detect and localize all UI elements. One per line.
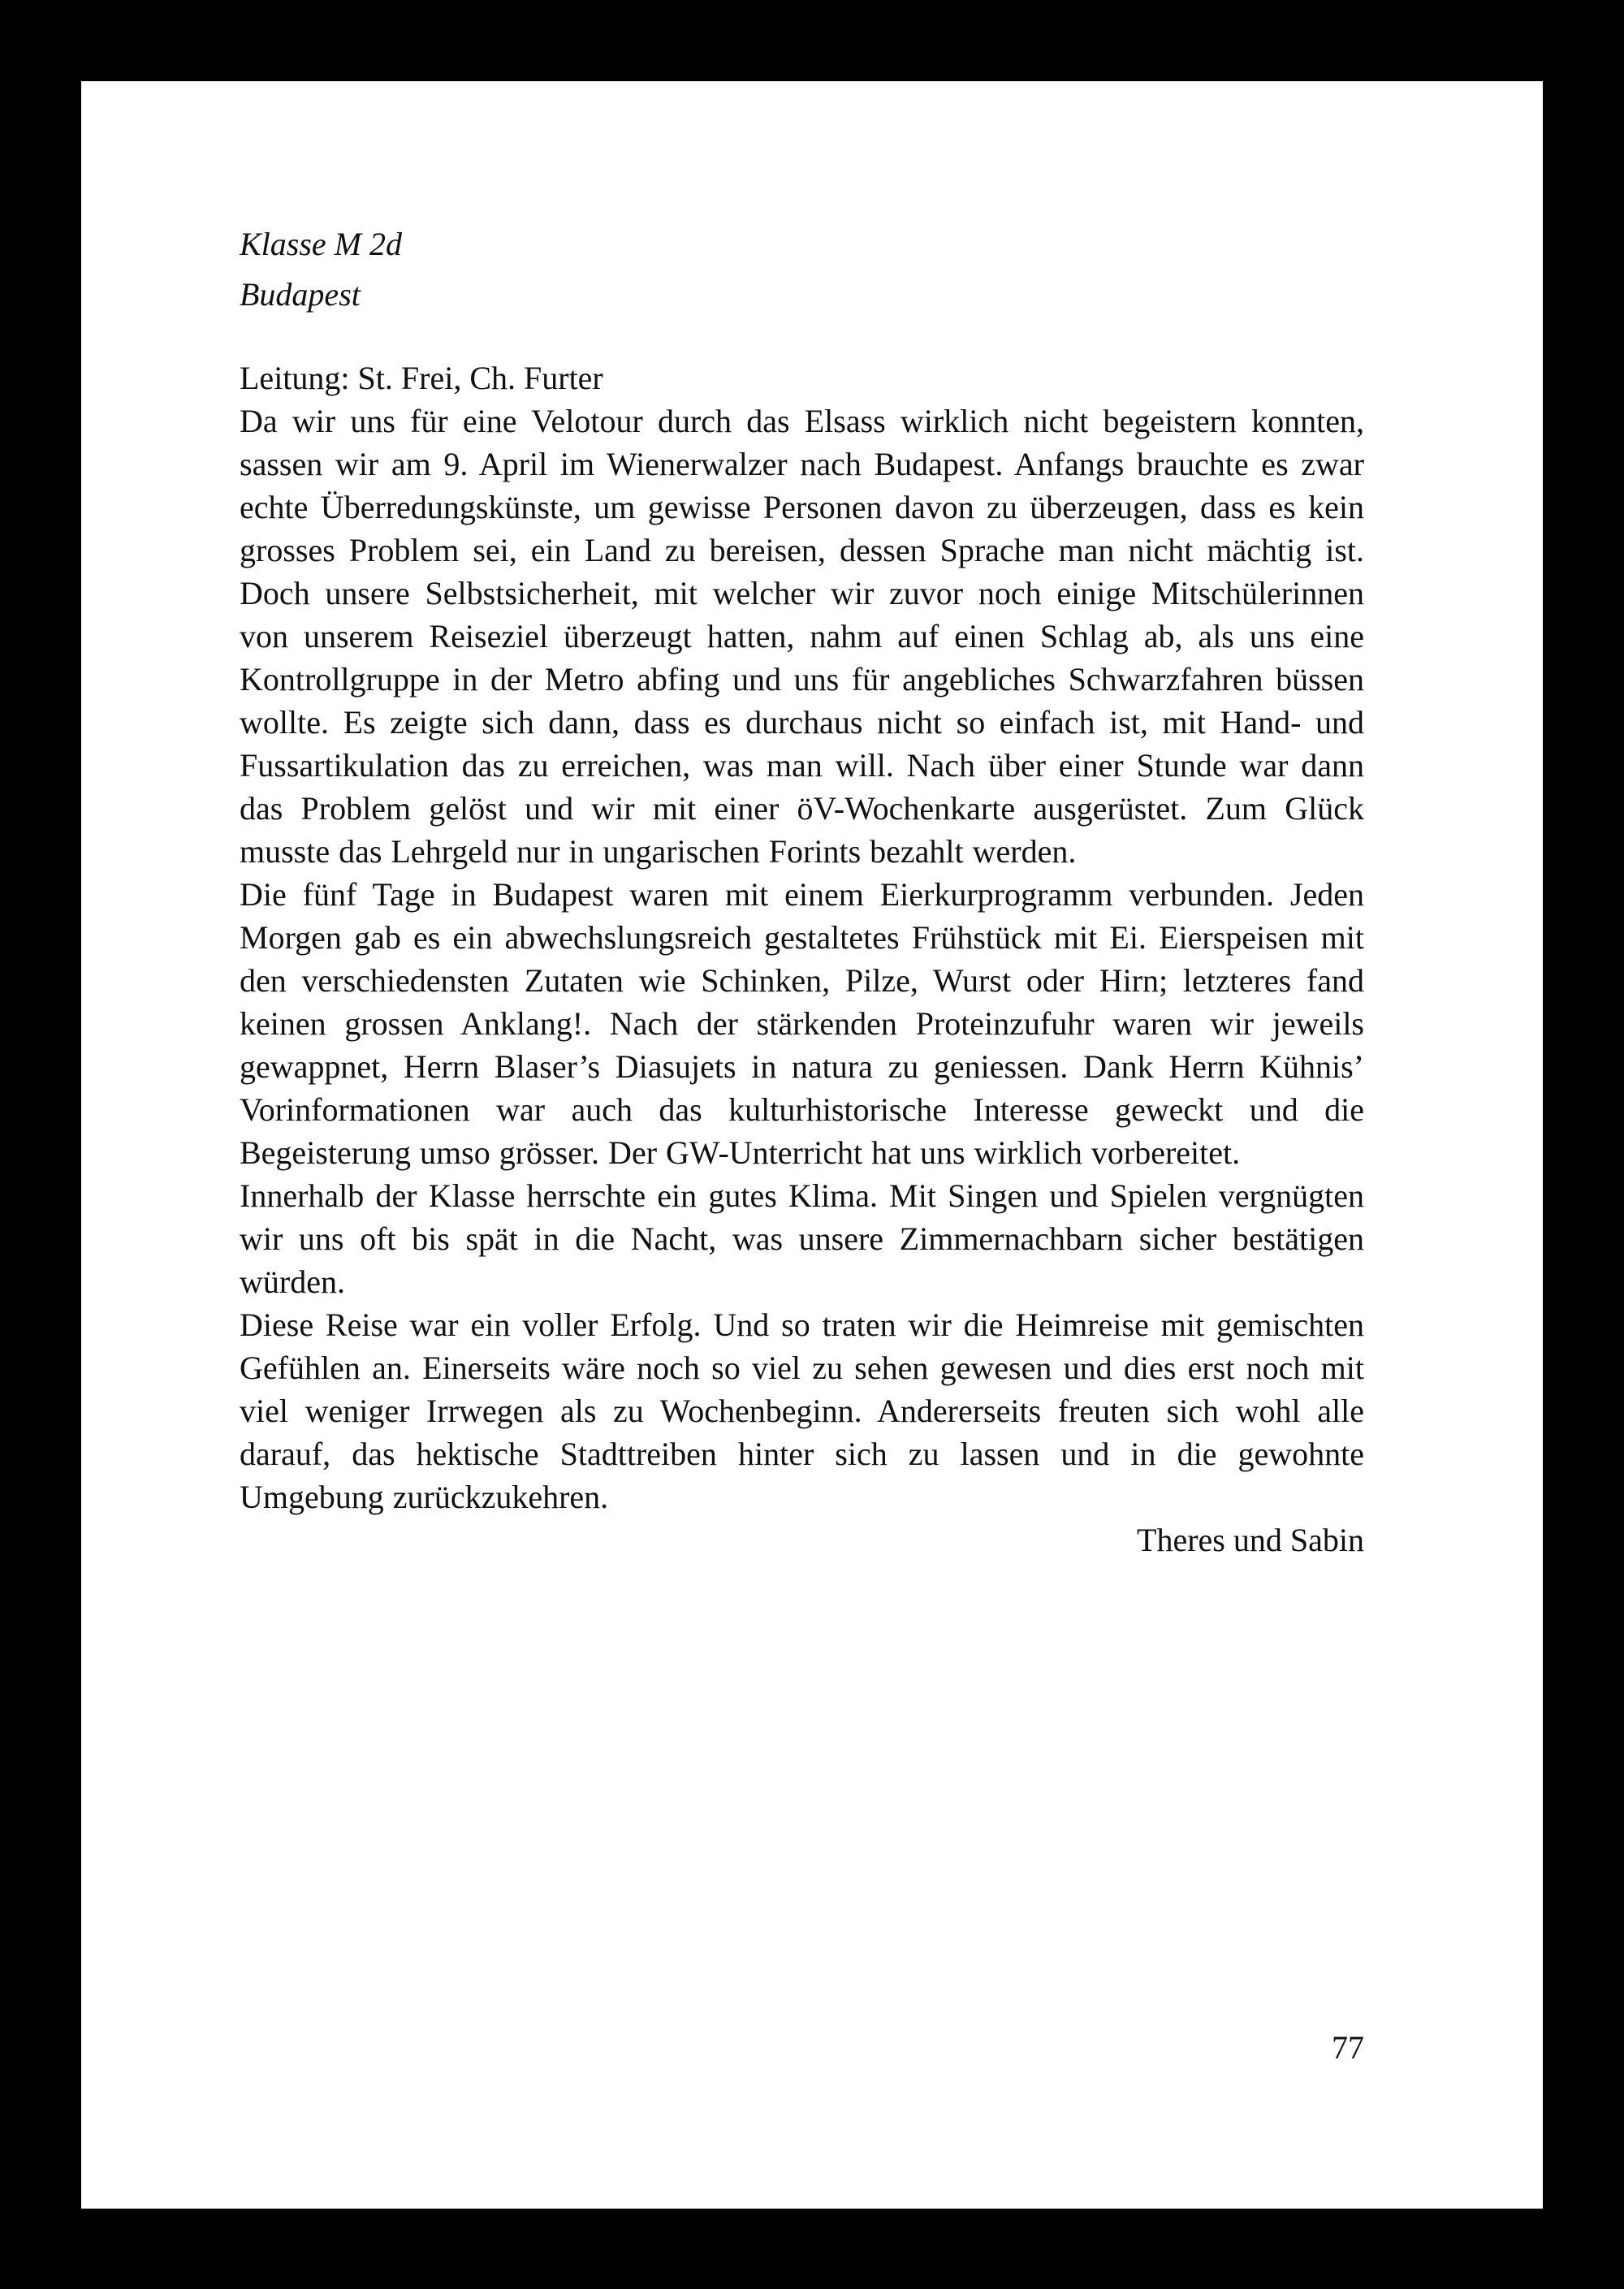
leitung-line: Leitung: St. Frei, Ch. Furter	[240, 360, 603, 396]
author-signature: Theres und Sabin	[1137, 1522, 1364, 1558]
paragraph-1: Da wir uns für eine Velotour durch das Elsass wirklich nicht begeistern konnten, sassen wir am 9. April im Wienerwalzer nach Budapest. Anfangs brauchte es zwar echte Überredungskünste, um gewisse Personen davon zu überzeugen, dass es kein grosses Problem sei, ein Land zu bereisen, dessen Sprache man nicht mächtig ist. Doch unsere Selbstsicherheit, mit welcher wir zuvor noch einige Mitschülerinnen von unserem Reiseziel überzeugt hatten, nahm auf einen Schlag ab, als uns eine Kontrollgruppe in der Metro abfing und uns für angebliches Schwarzfahren büssen wollte. Es zeigte sich dann, dass es durchaus nicht so einfach ist, mit Hand- und Fussartikulation das zu erreichen, was man will. Nach über einer Stunde war dann das Problem gelöst und wir mit einer öV-Wochenkarte ausgerüstet. Zum Glück musste das Lehrgeld nur in ungarischen Forints bezahlt werden.	[240, 403, 1364, 870]
document-page	[81, 81, 1543, 2209]
paragraph-3: Innerhalb der Klasse herrschte ein gutes Klima. Mit Singen und Spielen vergnügten wir uns oft bis spät in die Nacht, was unsere Zimmernachbarn sicher bestätigen würden.	[240, 1177, 1364, 1300]
article-body	[240, 219, 1364, 1561]
destination-title: Budapest	[240, 276, 361, 313]
class-title: Klasse M 2d	[240, 226, 402, 262]
page-number: 77	[1332, 2029, 1364, 2066]
paragraph-2: Die fünf Tage in Budapest waren mit einem Eierkurprogramm verbunden. Jeden Morgen gab es ein abwechslungsreich gestaltetes Frühstück mit Ei. Eierspeisen mit den verschiedensten Zutaten wie Schinken, Pilze, Wurst oder Hirn; letzteres fand keinen grossen Anklang!. Nach der stärkenden Proteinzufuhr waren wir jeweils gewappnet, Herrn Blaser’s Diasujets in natura zu geniessen. Dank Herrn Kühnis’ Vorinformationen war auch das kulturhistorische Interesse geweckt und die Begeisterung umso grösser. Der GW-Unterricht hat uns wirklich vorbereitet.	[240, 876, 1364, 1171]
paragraph-4: Diese Reise war ein voller Erfolg. Und so traten wir die Heimreise mit gemischten Gefühlen an. Einerseits wäre noch so viel zu sehen gewesen und dies erst noch mit viel weniger Irrwegen als zu Wochenbeginn. Andererseits freuten sich wohl alle darauf, das hektische Stadttreiben hinter sich zu lassen und in die gewohnte Umgebung zurückzukehren.	[240, 1306, 1364, 1515]
